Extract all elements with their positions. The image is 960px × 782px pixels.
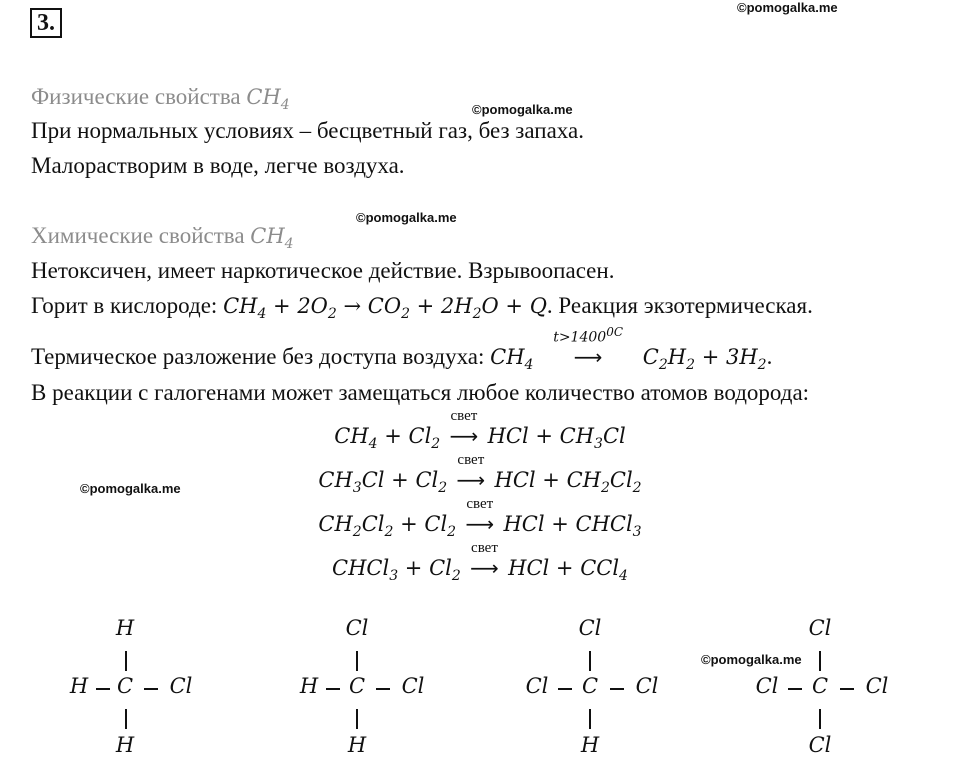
chemical-line-1: Нетоксичен, имеет наркотическое действие. Взрывоопасен.: [31, 258, 615, 283]
arrow-icon: ⟶: [449, 424, 479, 448]
combustion-line: Горит в кислороде: $CH_4 + 2O_2 \to CO_2 + 2H_2O + Q$. Реакция экзотермическая.: [31, 293, 813, 322]
halogenation-equation-2: $CH_3Cl + Cl_2$ свет ⟶ HCl + $CH_2Cl_2$: [318, 452, 642, 496]
watermark: ©pomogalka.me: [80, 481, 181, 496]
watermark: ©pomogalka.me: [472, 102, 573, 117]
halogen-line: В реакции с галогенами может замещаться любое количество атомов водорода:: [31, 380, 810, 405]
watermark: ©pomogalka.me: [737, 0, 838, 15]
structural-formula-ch2cl2: Cl H C Cl H: [299, 616, 425, 757]
physical-properties-heading: Физические свойства $CH_4$: [31, 84, 290, 113]
physical-line-1: При нормальных условиях – бесцветный газ, без запаха.: [31, 118, 584, 143]
halogenation-equation-1: $CH_4 + Cl_2$ свет ⟶ HCl + $CH_3Cl$: [334, 408, 626, 452]
structural-formula-chcl3: Cl Cl C Cl H: [525, 616, 659, 757]
combustion-equation: $CH_4 + 2O_2 \to CO_2 + 2H_2O + Q$: [223, 294, 547, 322]
arrow-icon: ⟶: [465, 512, 495, 536]
decomposition-equation: $CH_4$ $t>1400^{0C}$ ⟶ $C_2H_2 + 3H_2$: [490, 325, 767, 373]
arrow-icon: ⟶: [573, 345, 603, 369]
thermal-decomposition-line: Термическое разложение без доступа воздуха: $CH_4$ $t>1400^{0C}$ ⟶ $C_2H_2 + 3H_2$.: [31, 325, 773, 373]
halogenation-equation-3: $CH_2Cl_2 + Cl_2$ свет ⟶ HCl + CHCl$_3$: [318, 496, 642, 540]
structural-formula-ch3cl: H H C Cl H: [69, 616, 193, 757]
physical-line-2: Малорастворим в воде, легче воздуха.: [31, 153, 405, 178]
arrow-icon: ⟶: [456, 468, 486, 492]
watermark: ©pomogalka.me: [701, 652, 802, 667]
arrow-label-temperature: $t>1400^{0C}$: [553, 325, 624, 346]
structural-formula-ccl4: Cl Cl C Cl Cl: [755, 616, 889, 757]
arrow-icon: ⟶: [470, 556, 499, 580]
halogenation-equation-4: CHCl$_3$ + $Cl_2$ свет ⟶ HCl + CCl$_4$: [332, 540, 628, 584]
task-number: 3.: [30, 8, 62, 38]
chemical-properties-heading: Химические свойства $CH_4$: [31, 223, 294, 252]
watermark: ©pomogalka.me: [356, 210, 457, 225]
